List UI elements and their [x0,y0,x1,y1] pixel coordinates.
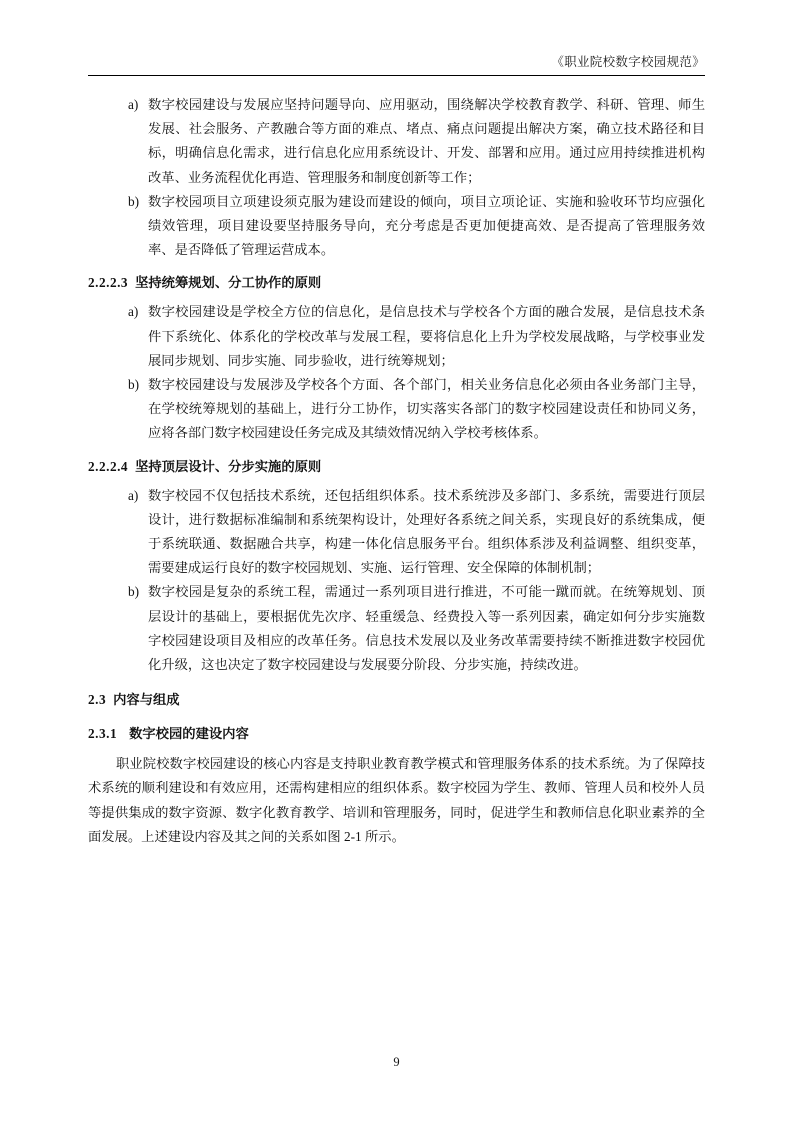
page-content [88,52,705,849]
list-item [118,373,705,446]
heading-number: 2.2.2.3 [88,275,129,291]
alpha-list-2 [118,300,705,445]
heading-title: 内容与组成 [113,692,180,708]
list-marker: b) [128,584,140,600]
header-rule [88,75,705,76]
list-item [118,300,705,373]
list-item [118,93,705,190]
alpha-list-1 [118,93,705,262]
heading-number: 2.3 [88,692,107,708]
running-header: 《职业院校数字校园规范》 [551,55,705,69]
list-text: 数字校园不仅包括技术系统，还包括组织体系。技术系统涉及多部门、多系统，需要进行顶层设计，进行数据标准编制和系统架构设计，处理好各系统之间关系，实现良好的系统集成，便于系统联通、数据融合共享，构建一体化信息服务平台。组织体系涉及利益调整、组织变革，需要建成运行良好的数字校园规划、实施、运行管理、安全保障的体制机制； [148,487,705,576]
list-item [118,580,705,677]
list-marker: a) [128,304,139,320]
heading-title: 坚持顶层设计、分步实施的原则 [135,458,322,474]
list-marker: b) [128,193,140,209]
list-text: 数字校园建设与发展涉及学校各个方面、各个部门，相关业务信息化必须由各业务部门主导，在学校统筹规划的基础上，进行分工协作，切实落实各部门的数字校园建设责任和协同义务，应将各部门数字校园建设任务完成及其绩效情况纳入学校考核体系。 [148,377,705,441]
heading-title: 坚持统筹规划、分工协作的原则 [135,275,322,291]
body-paragraph: 职业院校数字校园建设的核心内容是支持职业教育教学模式和管理服务体系的技术系统。为了保障技术系统的顺利建设和有效应用，还需构建相应的组织体系。数字校园为学生、教师、管理人员和校外人员等提供集成的数字资源、数字化教育教学、培训和管理服务，同时，促进学生和教师信息化职业素养的全面发展。上述建设内容及其之间的关系如图 2-1 所示。 [88,756,705,844]
heading-2-2-2-4 [88,455,705,479]
page-number: 9 [393,1055,400,1069]
heading-2-3-1 [88,722,705,746]
list-item [118,484,705,581]
list-item [118,190,705,263]
list-marker: a) [128,97,139,112]
list-text: 数字校园建设是学校全方位的信息化，是信息技术与学校各个方面的融合发展，是信息技术条件下系统化、体系化的学校改革与发展工程，要将信息化上升为学校发展战略，与学校事业发展同步规划、同步实施、同步验收，进行统筹规划； [148,304,705,368]
heading-2-3 [88,688,705,712]
alpha-list-3 [118,484,705,678]
heading-number: 2.3.1 [88,726,118,742]
list-marker: b) [128,377,140,393]
list-text: 数字校园建设与发展应坚持问题导向、应用驱动，围绕解决学校教育教学、科研、管理、师生发展、社会服务、产教融合等方面的难点、堵点、痛点问题提出解决方案，确立技术路径和目标，明确信息化需求，进行信息化应用系统设计、开发、部署和应用。通过应用持续推进机构改革、业务流程优化再造、管理服务和制度创新等工作； [148,97,705,185]
heading-title: 数字校园的建设内容 [129,726,249,742]
list-text: 数字校园项目立项建设须克服为建设而建设的倾向，项目立项论证、实施和验收环节均应强化绩效管理，项目建设要坚持服务导向，充分考虑是否更加便捷高效、是否提高了管理服务效率、是否降低了管理运营成本。 [148,193,705,258]
heading-2-2-2-3 [88,271,705,295]
list-text: 数字校园是复杂的系统工程，需通过一系列项目进行推进，不可能一蹴而就。在统筹规划、顶层设计的基础上，要根据优先次序、轻重缓急、经费投入等一系列因素，确定如何分步实施数字校园建设项目及相应的改革任务。信息技术发展以及业务改革需要持续不断推进数字校园优化升级，这也决定了数字校园建设与发展要分阶段、分步实施，持续改进。 [148,584,705,673]
list-marker: a) [128,487,139,503]
heading-number: 2.2.2.4 [88,458,129,474]
